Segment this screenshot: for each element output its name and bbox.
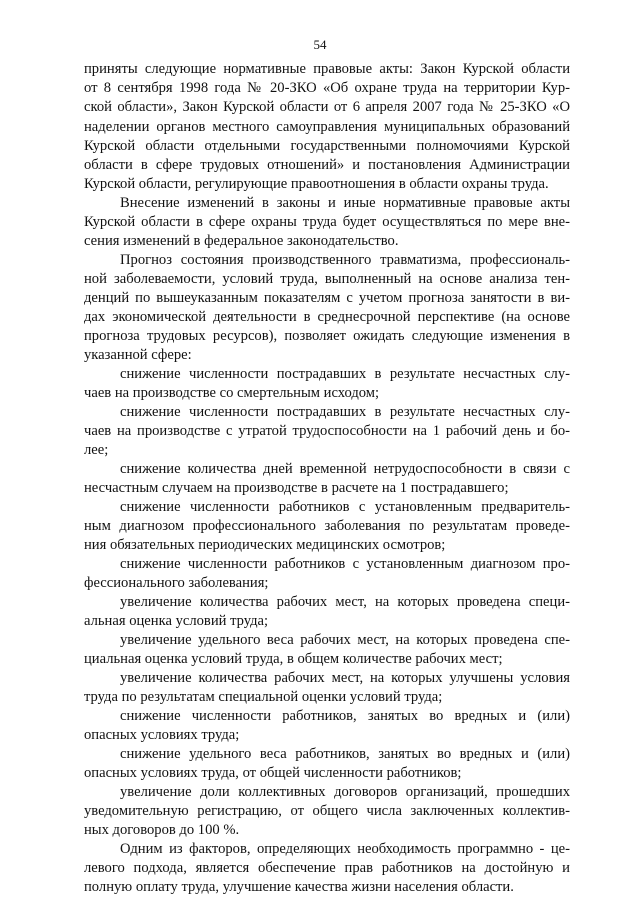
text-line: альная оценка условий труда;: [84, 613, 269, 629]
text-line: опасных условиях труда;: [84, 727, 240, 743]
text-line: денций по вышеуказанным показателям с учетом прогноза занятости в ви-: [84, 290, 570, 306]
text-line: Курской области, регулирующие правоотношения в области охраны труда.: [84, 176, 549, 192]
text-line: дах экономической деятельности в среднесрочной перспективе (на основе: [84, 309, 570, 325]
page-number: 54: [313, 37, 327, 52]
text-line: снижение численности пострадавших в результате несчастных слу-: [120, 366, 570, 382]
text-line: лее;: [84, 442, 109, 458]
text-line: ния обязательных периодических медицинских осмотров;: [84, 537, 446, 553]
text-line: наделении органов местного самоуправления муниципальных образований: [84, 119, 570, 135]
text-line: увеличение количества рабочих мест, на которых улучшены условия: [120, 670, 570, 686]
text-line: Курской области в сфере охраны труда будет осуществляться по мере вне-: [84, 214, 570, 230]
text-line: снижение численности работников, занятых во вредных и (или): [120, 708, 570, 724]
text-line: полную оплату труда, улучшение качества жизни населения области.: [84, 879, 514, 895]
text-line: Одним из факторов, определяющих необходимость программно - це-: [120, 841, 570, 857]
text-line: приняты следующие нормативные правовые акты: Закон Курской области: [84, 61, 570, 77]
text-line: области в сфере трудовых отношений» и постановления Администрации: [84, 157, 570, 173]
text-line: увеличение удельного веса рабочих мест, на которых проведена спе-: [120, 632, 570, 648]
text-line: снижение количества дней временной нетрудоспособности в связи с: [120, 461, 570, 477]
text-line: от 8 сентября 1998 года № 20-ЗКО «Об охране труда на территории Кур-: [84, 80, 570, 96]
text-line: опасных условиях труда, от общей численности работников;: [84, 765, 462, 781]
text-line: циальная оценка условий труда, в общем количестве рабочих мест;: [84, 651, 503, 667]
text-line: снижение численности работников с установленным диагнозом про-: [120, 556, 570, 572]
text-line: Прогноз состояния производственного травматизма, профессиональ-: [120, 252, 570, 268]
text-line: несчастным случаем на производстве в расчете на 1 пострадавшего;: [84, 480, 509, 496]
text-line: ской области», Закон Курской области от 6 апреля 2007 года № 25-ЗКО «О: [84, 99, 570, 115]
text-line: труда по результатам специальной оценки условий труда;: [84, 689, 443, 705]
text-line: фессионального заболевания;: [84, 575, 269, 591]
text-line: увеличение доли коллективных договоров организаций, прошедших: [120, 784, 570, 800]
text-line: снижение удельного веса работников, занятых во вредных и (или): [120, 746, 570, 762]
text-line: чаев на производстве со смертельным исходом;: [84, 385, 380, 401]
text-line: Курской области отдельными государственными полномочиями Курской: [84, 138, 570, 154]
text-line: ным диагнозом профессионального заболевания по результатам проведе-: [84, 518, 570, 534]
text-line: чаев на производстве с утратой трудоспособности на 1 рабочий день и бо-: [84, 423, 570, 439]
text-line: снижение численности работников с установленным предваритель-: [120, 499, 570, 515]
text-line: увеличение количества рабочих мест, на которых проведена специ-: [120, 594, 570, 610]
text-line: левого подхода, является обеспечение прав работников на достойную и: [84, 860, 570, 876]
text-line: прогноза трудовых ресурсов), позволяет ожидать следующие изменения в: [84, 328, 570, 344]
text-line: указанной сфере:: [84, 347, 192, 363]
text-line: уведомительную регистрацию, от общего числа заключенных коллектив-: [84, 803, 570, 819]
text-line: снижение численности пострадавших в результате несчастных слу-: [120, 404, 570, 420]
text-line: сения изменений в федеральное законодательство.: [84, 233, 399, 249]
text-line: Внесение изменений в законы и иные нормативные правовые акты: [120, 195, 570, 211]
text-line: ных договоров до 100 %.: [84, 822, 240, 838]
text-line: ной заболеваемости, условий труда, выполненный на основе анализа тен-: [84, 271, 570, 287]
